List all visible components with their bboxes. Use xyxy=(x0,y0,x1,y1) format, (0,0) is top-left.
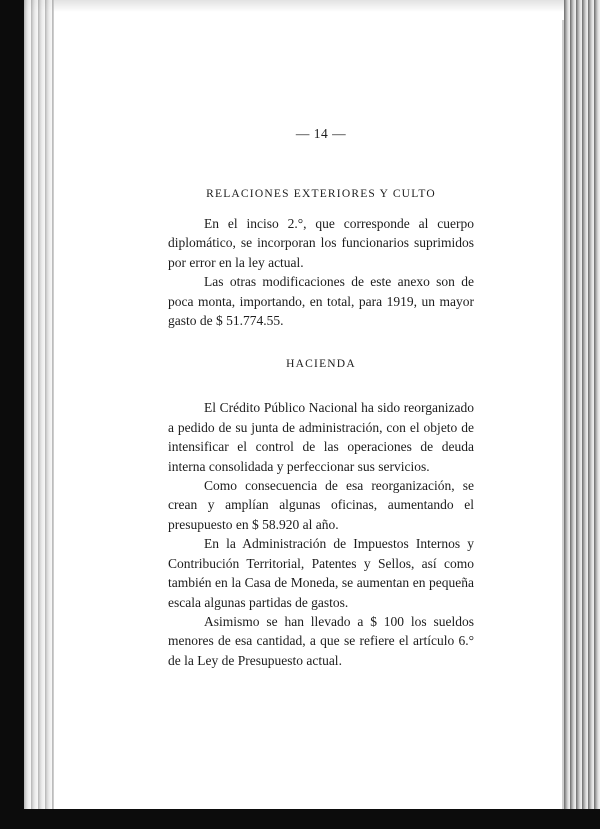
scan-bottom-border xyxy=(0,809,600,829)
scan-top-shadow xyxy=(24,0,564,12)
paragraph: Como consecuencia de esa reorganización, se crean y amplían algunas oficinas, aumentando el presupuesto en $ 58.920 al año. xyxy=(168,478,474,532)
paragraph: Asimismo se han llevado a $ 100 los sueldos menores de esa cantidad, a que se refiere el artículo 6.° de la Ley de Presupuesto actual. xyxy=(168,613,474,668)
paragraph: En el inciso 2.°, que corresponde al cuerpo diplomático, se incorporan los funcionarios suprimidos por error en la ley actual. xyxy=(168,216,474,270)
scan-left-gutter xyxy=(24,0,54,829)
document-page xyxy=(168,126,474,670)
section-hacienda xyxy=(168,358,474,670)
paragraph: El Crédito Público Nacional ha sido reorganizado a pedido de su junta de administración, con el objeto de intensificar el control de las operaciones de deuda interna consolidada y perfeccionar sus servicios. xyxy=(168,400,474,474)
paragraph: En la Administración de Impuestos Internos y Contribución Territorial, Patentes y Sellos, así como también en la Casa de Moneda, se aumentan en pequeña escala algunas partidas de gastos. xyxy=(168,536,474,610)
page-number: — 14 — xyxy=(295,126,347,141)
section-title: RELACIONES EXTERIORES Y CULTO xyxy=(206,188,436,200)
paragraph: Las otras modificaciones de este anexo son de poca monta, importando, en total, para 1919, un mayor gasto de $ 51.774.55. xyxy=(168,274,474,329)
section-relaciones-exteriores xyxy=(168,188,474,330)
section-title: HACIENDA xyxy=(286,358,356,371)
scan-right-border xyxy=(564,0,600,829)
scan-left-border xyxy=(0,0,24,829)
